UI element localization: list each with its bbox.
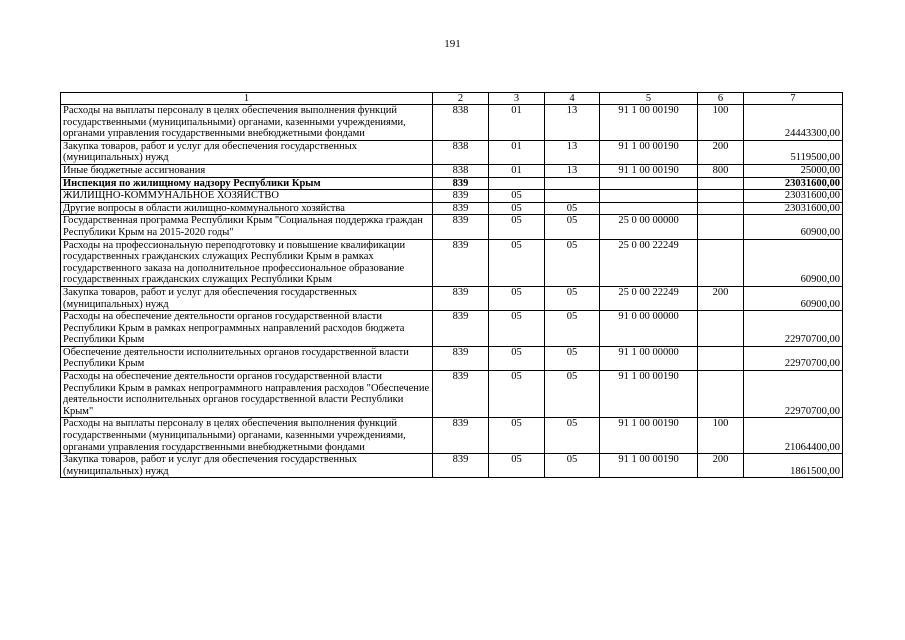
budget-table (60, 92, 843, 478)
vr-cell: 200 (698, 140, 744, 164)
csr-cell (600, 190, 698, 203)
csr-cell (600, 177, 698, 190)
rz-cell: 05 (489, 311, 545, 347)
ved-cell: 839 (433, 346, 489, 370)
ved-cell: 839 (433, 454, 489, 478)
csr-cell: 91 1 00 00190 (600, 454, 698, 478)
vr-cell (698, 190, 744, 203)
sum-cell: 23031600,00 (744, 177, 843, 190)
vr-cell (698, 202, 744, 215)
vr-cell (698, 371, 744, 418)
csr-cell: 25 0 00 22249 (600, 239, 698, 286)
row-name-cell: Закупка товаров, работ и услуг для обеспечения государственных (муниципальных) нужд (61, 286, 433, 310)
rz-cell (489, 177, 545, 190)
pr-cell: 05 (545, 215, 600, 239)
csr-cell: 25 0 00 22249 (600, 286, 698, 310)
page-number: 191 (444, 38, 461, 50)
table-row (61, 418, 843, 454)
ved-cell: 838 (433, 140, 489, 164)
row-name-cell: Государственная программа Республики Крым "Социальная поддержка граждан Республики Крым на 2015-2020 годы" (61, 215, 433, 239)
table-row (61, 164, 843, 177)
ved-cell: 839 (433, 286, 489, 310)
rz-cell: 05 (489, 190, 545, 203)
rz-cell: 05 (489, 239, 545, 286)
row-name-cell: Обеспечение деятельности исполнительных органов государственной власти Республики Крым (61, 346, 433, 370)
pr-cell: 13 (545, 164, 600, 177)
pr-cell: 13 (545, 105, 600, 141)
table-row (61, 371, 843, 418)
csr-cell: 91 1 00 00000 (600, 346, 698, 370)
sum-cell: 60900,00 (744, 215, 843, 239)
header-row (61, 93, 843, 105)
ved-cell: 838 (433, 105, 489, 141)
vr-cell (698, 239, 744, 286)
column-header: 3 (489, 93, 545, 105)
ved-cell: 838 (433, 164, 489, 177)
pr-cell: 05 (545, 202, 600, 215)
column-header: 7 (744, 93, 843, 105)
csr-cell: 25 0 00 00000 (600, 215, 698, 239)
row-name-cell: Расходы на выплаты персоналу в целях обеспечения выполнения функций государственными (муниципальными) органами, казенными учреждениями, органами управления государственными внебюджетными фондами (61, 105, 433, 141)
vr-cell: 100 (698, 418, 744, 454)
sum-cell: 60900,00 (744, 286, 843, 310)
pr-cell: 05 (545, 346, 600, 370)
sum-cell: 23031600,00 (744, 190, 843, 203)
vr-cell (698, 346, 744, 370)
row-name-cell: Другие вопросы в области жилищно-коммунального хозяйства (61, 202, 433, 215)
vr-cell (698, 311, 744, 347)
vr-cell (698, 177, 744, 190)
table-row (61, 286, 843, 310)
table-row (61, 202, 843, 215)
ved-cell: 839 (433, 418, 489, 454)
csr-cell: 91 0 00 00000 (600, 311, 698, 347)
sum-cell: 1861500,00 (744, 454, 843, 478)
sum-cell: 25000,00 (744, 164, 843, 177)
table-row (61, 190, 843, 203)
rz-cell: 05 (489, 215, 545, 239)
rz-cell: 05 (489, 371, 545, 418)
table-row (61, 311, 843, 347)
ved-cell: 839 (433, 215, 489, 239)
table-row (61, 239, 843, 286)
row-name-cell: Инспекция по жилищному надзору Республики Крым (61, 177, 433, 190)
sum-cell: 60900,00 (744, 239, 843, 286)
table-row (61, 177, 843, 190)
csr-cell: 91 1 00 00190 (600, 140, 698, 164)
pr-cell: 05 (545, 239, 600, 286)
sum-cell: 21064400,00 (744, 418, 843, 454)
row-name-cell: Иные бюджетные ассигнования (61, 164, 433, 177)
sum-cell: 22970700,00 (744, 311, 843, 347)
rz-cell: 05 (489, 286, 545, 310)
vr-cell: 200 (698, 454, 744, 478)
sum-cell: 5119500,00 (744, 140, 843, 164)
column-header: 5 (600, 93, 698, 105)
table-row (61, 454, 843, 478)
ved-cell: 839 (433, 311, 489, 347)
rz-cell: 05 (489, 454, 545, 478)
row-name-cell: Расходы на выплаты персоналу в целях обеспечения выполнения функций государственными (муниципальными) органами, казенными учреждениями, органами управления государственными внебюджетными фондами (61, 418, 433, 454)
pr-cell: 05 (545, 311, 600, 347)
table-row (61, 346, 843, 370)
rz-cell: 05 (489, 418, 545, 454)
rz-cell: 01 (489, 140, 545, 164)
pr-cell: 05 (545, 454, 600, 478)
ved-cell: 839 (433, 190, 489, 203)
column-header: 2 (433, 93, 489, 105)
vr-cell: 200 (698, 286, 744, 310)
csr-cell: 91 1 00 00190 (600, 371, 698, 418)
pr-cell: 05 (545, 286, 600, 310)
sum-cell: 24443300,00 (744, 105, 843, 141)
rz-cell: 01 (489, 105, 545, 141)
row-name-cell: ЖИЛИЩНО-КОММУНАЛЬНОЕ ХОЗЯЙСТВО (61, 190, 433, 203)
row-name-cell: Закупка товаров, работ и услуг для обеспечения государственных (муниципальных) нужд (61, 454, 433, 478)
row-name-cell: Закупка товаров, работ и услуг для обеспечения государственных (муниципальных) нужд (61, 140, 433, 164)
pr-cell: 05 (545, 418, 600, 454)
pr-cell: 13 (545, 140, 600, 164)
row-name-cell: Расходы на обеспечение деятельности органов государственной власти Республики Крым в рамках непрограммного направления расходов "Обеспечение деятельности исполнительных органов государственной власти Республики Крым" (61, 371, 433, 418)
sum-cell: 22970700,00 (744, 346, 843, 370)
rz-cell: 05 (489, 346, 545, 370)
pr-cell (545, 190, 600, 203)
column-header: 6 (698, 93, 744, 105)
table-row (61, 140, 843, 164)
ved-cell: 839 (433, 177, 489, 190)
pr-cell: 05 (545, 371, 600, 418)
csr-cell: 91 1 00 00190 (600, 418, 698, 454)
column-header: 1 (61, 93, 433, 105)
sum-cell: 22970700,00 (744, 371, 843, 418)
pr-cell (545, 177, 600, 190)
row-name-cell: Расходы на обеспечение деятельности органов государственной власти Республики Крым в рамках непрограммных направлений расходов бюджета Республики Крым (61, 311, 433, 347)
table-row (61, 105, 843, 141)
csr-cell (600, 202, 698, 215)
rz-cell: 05 (489, 202, 545, 215)
vr-cell (698, 215, 744, 239)
vr-cell: 800 (698, 164, 744, 177)
sum-cell: 23031600,00 (744, 202, 843, 215)
row-name-cell: Расходы на профессиональную переподготовку и повышение квалификации государственных гражданских служащих Республики Крым в рамках государственного заказа на дополнительное профессиональное образование государственных гражданских служащих Республики Крым (61, 239, 433, 286)
ved-cell: 839 (433, 371, 489, 418)
vr-cell: 100 (698, 105, 744, 141)
csr-cell: 91 1 00 00190 (600, 105, 698, 141)
ved-cell: 839 (433, 239, 489, 286)
ved-cell: 839 (433, 202, 489, 215)
rz-cell: 01 (489, 164, 545, 177)
csr-cell: 91 1 00 00190 (600, 164, 698, 177)
table-row (61, 215, 843, 239)
column-header: 4 (545, 93, 600, 105)
